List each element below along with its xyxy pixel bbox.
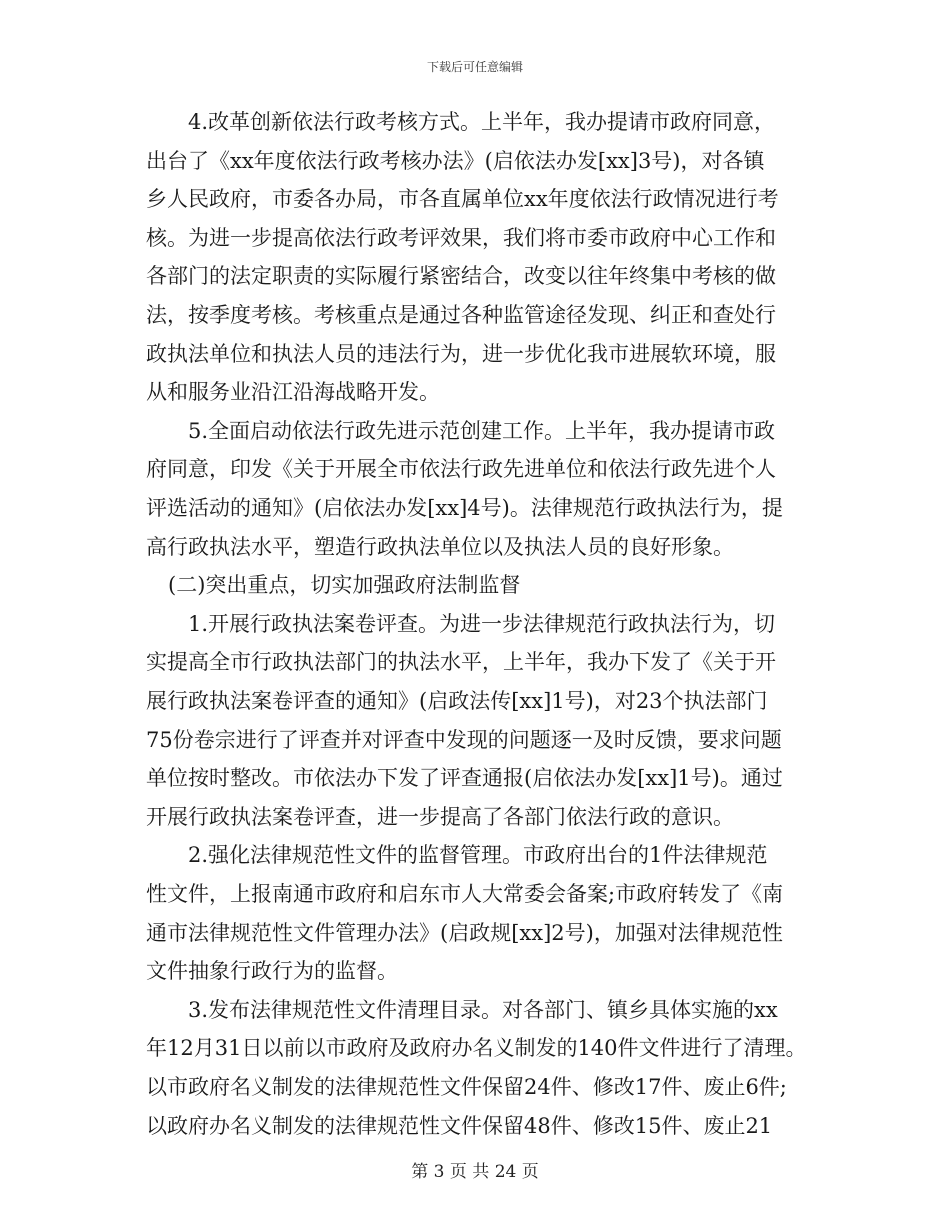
text-line: 府同意，印发《关于开展全市依法行政先进单位和依法行政先进个人 — [146, 457, 776, 482]
text-line: 法，按季度考核。考核重点是通过各种监管途径发现、纠正和查处行 — [146, 303, 776, 327]
text-line: 各部门的法定职责的实际履行紧密结合，改变以往年终集中考核的做 — [146, 264, 776, 289]
text-line: 展行政执法案卷评查的通知》(启政法传[xx]1号)，对23个执法部门 — [146, 689, 768, 713]
text-line: 75份卷宗进行了评查并对评查中发现的问题逐一及时反馈，要求问题 — [146, 727, 782, 752]
text-line: 文件抽象行政行为的监督。 — [146, 959, 398, 984]
text-line: 从和服务业沿江沿海战略开发。 — [146, 380, 440, 405]
text-line: 核。为进一步提高依法行政考评效果，我们将市委市政府中心工作和 — [146, 225, 776, 250]
page-header: 下载后可任意编辑 — [426, 60, 523, 74]
text-line: 1.开展行政执法案卷评查。为进一步法律规范行政执法行为，切 — [188, 611, 776, 636]
text-line: 单位按时整改。市依法办下发了评查通报(启依法办发[xx]1号)。通过 — [146, 766, 783, 791]
text-line: 3.发布法律规范性文件清理目录。对各部门、镇乡具体实施的xx — [188, 997, 778, 1022]
text-line: 通市法律规范性文件管理办法》(启政规[xx]2号)，加强对法律规范性 — [146, 920, 783, 945]
page-footer: 第 3 页 共 24 页 — [411, 1162, 539, 1182]
text-line: 以政府办名义制发的法律规范性文件保留48件、修改15件、废止21 — [146, 1113, 773, 1138]
text-line: 实提高全市行政执法部门的执法水平，上半年，我办下发了《关于开 — [146, 650, 776, 675]
text-line: 4.改革创新依法行政考核方式。上半年，我办提请市政府同意， — [188, 110, 776, 134]
text-line: 以市政府名义制发的法律规范性文件保留24件、修改17件、废止6件; — [146, 1075, 787, 1099]
text-line: 政执法单位和执法人员的违法行为，进一步优化我市进展软环境，服 — [146, 341, 776, 366]
text-line: 5.全面启动依法行政先进示范创建工作。上半年，我办提请市政 — [188, 418, 776, 443]
text-line: 开展行政执法案卷评查，进一步提高了各部门依法行政的意识。 — [146, 804, 734, 829]
text-line: 出台了《xx年度依法行政考核办法》(启依法办发[xx]3号)，对各镇 — [146, 148, 765, 173]
section-heading: (二)突出重点，切实加强政府法制监督 — [168, 573, 521, 598]
text-line: 高行政执法水平，塑造行政执法单位以及执法人员的良好形象。 — [146, 534, 734, 559]
text-line: 性文件，上报南通市政府和启东市人大常委会备案;市政府转发了《南 — [146, 882, 784, 906]
text-line: 乡人民政府，市委各办局，市各直属单位xx年度依法行政情况进行考 — [146, 187, 779, 212]
text-line: 评选活动的通知》(启依法办发[xx]4号)。法律规范行政执法行为，提 — [146, 496, 783, 520]
text-line: 2.强化法律规范性文件的监督管理。市政府出台的1件法律规范 — [188, 843, 768, 868]
text-line: 年12月31日以前以市政府及政府办名义制发的140件文件进行了清理。 — [146, 1036, 807, 1061]
